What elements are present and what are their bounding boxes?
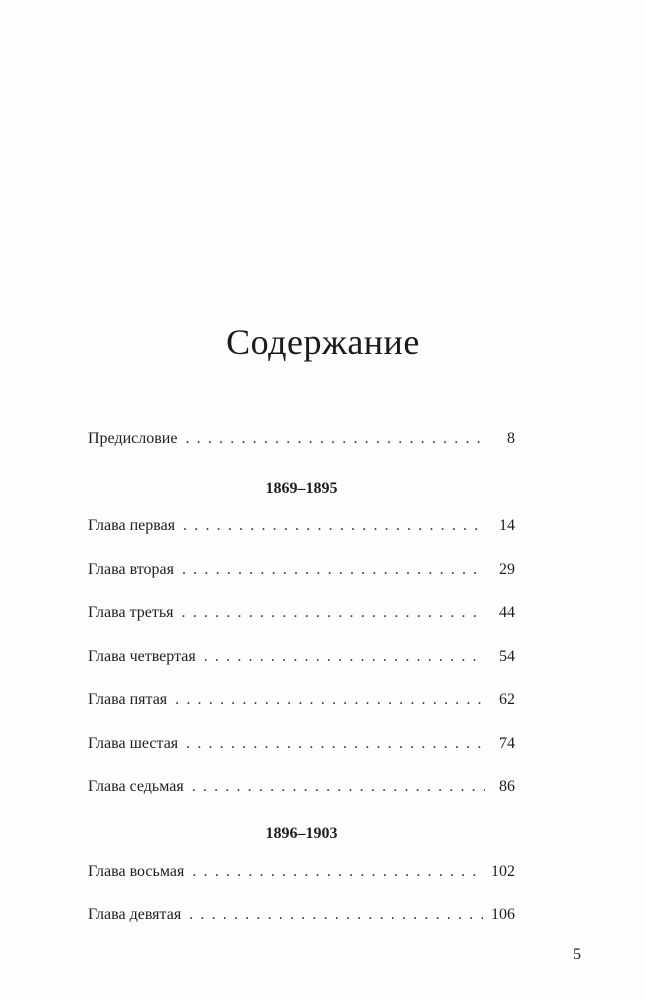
toc-page-number: 62 [499, 691, 515, 708]
toc-page-number: 106 [491, 906, 515, 923]
toc-leader-dots [183, 514, 485, 538]
toc-label: Глава пятая [88, 691, 168, 708]
toc-label: Глава шестая [88, 735, 179, 752]
section-heading-1869-1895: 1869–1895 [265, 480, 338, 497]
toc-leader-dots [185, 427, 485, 451]
page-folio: 5 [573, 946, 581, 963]
toc-page-number: 74 [499, 735, 515, 752]
toc-leader-dots [192, 860, 483, 884]
toc-leader-dots [192, 775, 485, 799]
toc-row-chapter-4 [88, 645, 515, 669]
toc-page-number: 44 [499, 604, 515, 621]
toc-page-number: 102 [491, 863, 515, 880]
toc-label: Глава девятая [88, 906, 182, 923]
toc-label: Глава четвертая [88, 648, 196, 665]
toc-page-number: 29 [499, 561, 515, 578]
toc-page-number: 54 [499, 648, 515, 665]
page-title: Содержание [226, 322, 420, 362]
toc-leader-dots [175, 688, 485, 712]
toc-label: Глава третья [88, 604, 174, 621]
toc-row-chapter-6 [88, 732, 515, 756]
toc-leader-dots [182, 558, 485, 582]
toc-row-chapter-9 [88, 903, 515, 927]
toc-label: Предисловие [88, 430, 178, 447]
toc-row-chapter-3 [88, 601, 515, 625]
toc-label: Глава вторая [88, 561, 174, 578]
toc-label: Глава восьмая [88, 863, 185, 880]
toc-label: Глава седьмая [88, 778, 184, 795]
toc-page-number: 14 [499, 517, 515, 534]
toc-row-chapter-2 [88, 558, 515, 582]
toc-row-chapter-7 [88, 775, 515, 799]
toc-leader-dots [204, 645, 485, 669]
toc-row-preface [88, 427, 515, 451]
toc-page-number: 86 [499, 778, 515, 795]
toc-row-chapter-5 [88, 688, 515, 712]
toc-leader-dots [182, 601, 485, 625]
section-heading-1896-1903: 1896–1903 [265, 825, 338, 842]
toc-row-chapter-1 [88, 514, 515, 538]
toc-leader-dots [189, 903, 483, 927]
toc-label: Глава первая [88, 517, 176, 534]
toc-leader-dots [186, 732, 485, 756]
toc-row-chapter-8 [88, 860, 515, 884]
toc-page-number: 8 [507, 430, 515, 447]
